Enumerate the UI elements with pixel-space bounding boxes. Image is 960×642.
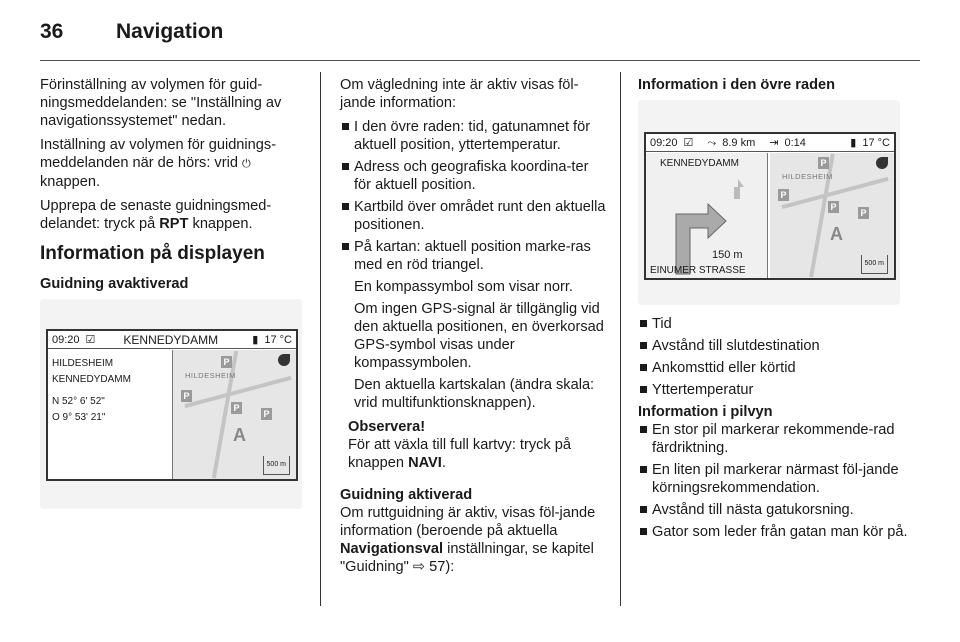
column-3 xyxy=(638,76,908,545)
screen-temp: 17 °C xyxy=(264,333,292,346)
compass-icon xyxy=(876,157,888,169)
subheading-guidance-off: Guidning avaktiverad xyxy=(40,276,189,292)
clock-check-icon: ☑ xyxy=(85,333,96,346)
page-ref-icon[interactable]: ⇨ xyxy=(412,559,426,575)
parking-icon: P xyxy=(778,189,789,201)
map-scale: 500 m xyxy=(263,456,290,475)
screen-arrival: 0:14 xyxy=(784,136,806,149)
screen-time: 09:20 xyxy=(650,136,678,149)
parking-icon: P xyxy=(231,402,242,414)
heading-arrow-view: Information i pilvyn xyxy=(638,404,773,420)
arrow-view xyxy=(646,153,768,280)
parking-icon: P xyxy=(828,201,839,213)
list-subitem: En kompassymbol som visar norr. xyxy=(354,279,573,295)
parking-icon: P xyxy=(261,408,272,420)
screen-latitude: N 52° 6' 52" xyxy=(52,396,105,407)
route-icon: ⤳ xyxy=(707,136,717,149)
screen-time: 09:20 xyxy=(52,333,80,346)
list-item: Avstånd till nästa gatukorsning. xyxy=(638,501,908,519)
screen-longitude: O 9° 53' 21" xyxy=(52,412,106,423)
paragraph-guidance-on: Om ruttguidning är aktiv, visas föl-jande information (beroende på aktuella Navigationsval inställningar, se kapitel "Guidning" ⇨ 57): xyxy=(340,505,596,575)
list-item: Tid xyxy=(638,315,908,333)
screen-street-title: KENNEDYDAMM xyxy=(123,332,219,347)
knob-icon: ⏻ xyxy=(242,158,251,170)
thermometer-icon: ▮ xyxy=(850,136,857,149)
display-screenshot-guidance-off xyxy=(40,299,302,509)
list-item: Yttertemperatur xyxy=(638,381,908,399)
list-subitem: Den aktuella kartskalan (ändra skala: vrid multifunktionsknappen). xyxy=(354,377,595,411)
column-divider-2 xyxy=(620,72,621,606)
note-box xyxy=(340,418,608,472)
page-number: 36 xyxy=(40,20,64,43)
map-city-label: HILDESHEIM xyxy=(185,371,236,380)
map-view xyxy=(172,350,296,479)
list-item: Gator som leder från gatan man kör på. xyxy=(638,523,908,541)
clock-check-icon: ☑ xyxy=(683,136,694,149)
note-text: För att växla till full kartvy: tryck på knappen NAVI. xyxy=(348,437,572,471)
list-item: I den övre raden: tid, gatunamnet för aktuell position, yttertemperatur. xyxy=(340,118,608,154)
column-divider-1 xyxy=(320,72,321,606)
position-marker-icon: A xyxy=(233,425,246,445)
list-item: Ankomsttid eller körtid xyxy=(638,359,908,377)
page-header xyxy=(40,20,223,46)
list-item: En stor pil markerar rekommende-rad färdriktning. xyxy=(638,421,908,457)
parking-icon: P xyxy=(221,356,232,368)
turn-arrow-icon xyxy=(646,169,768,279)
paragraph-repeat: Upprepa de senaste guidningsmed-delandet: tryck på RPT knappen. xyxy=(40,198,272,232)
nav-screen xyxy=(644,132,896,280)
navi-button-label: NAVI xyxy=(408,455,442,471)
parking-icon: P xyxy=(858,207,869,219)
screen-dist-to-turn: 150 m xyxy=(712,249,743,261)
list-subitem: Om ingen GPS-signal är tillgänglig vid den aktuella positionen, en överkorsad GPS-symbol visas under kompassymbolen. xyxy=(354,301,604,371)
screen-address-block xyxy=(52,357,131,424)
screen-street: KENNEDYDAMM xyxy=(660,158,739,169)
list-item: Kartbild över området runt den aktuella positionen. xyxy=(340,198,608,234)
header-divider xyxy=(40,60,920,61)
paragraph-intro-inactive: Om vägledning inte är aktiv visas föl-jande information: xyxy=(340,77,579,111)
column-2 xyxy=(340,76,608,582)
map-scale: 500 m xyxy=(861,255,888,274)
map-view xyxy=(770,153,894,278)
position-marker-icon: A xyxy=(830,224,843,244)
compass-icon xyxy=(278,354,290,366)
small-arrow-icon xyxy=(734,179,744,199)
list-item: På kartan: aktuell position marke-ras med en röd triangel. xyxy=(340,238,608,274)
nav-screen xyxy=(46,329,298,481)
screen-temp: 17 °C xyxy=(862,136,890,149)
screen-next-street: EINUMER STRASSE xyxy=(650,265,746,276)
column-1 xyxy=(40,76,308,509)
paragraph-volume-preset: Förinställning av volymen för guid-ningsmeddelanden: se "Inställning av navigationssystemet" nedan. xyxy=(40,77,282,129)
screen-city: HILDESHEIM xyxy=(52,358,114,369)
note-title: Observera! xyxy=(348,419,426,435)
screen-top-row xyxy=(48,331,296,349)
screen-street: KENNEDYDAMM xyxy=(52,374,131,385)
display-screenshot-guidance-on xyxy=(638,100,900,305)
paragraph-volume-adjust: Inställning av volymen för guidnings-meddelanden när de hörs: vrid ⏻ knappen. xyxy=(40,137,277,190)
parking-icon: P xyxy=(818,157,829,169)
screen-top-row xyxy=(646,134,894,152)
list-item: Adress och geografiska koordina-ter för aktuell position. xyxy=(340,158,608,194)
section-title: Navigation xyxy=(116,20,224,43)
screen-distance: 8.9 km xyxy=(722,136,756,149)
rpt-button-label: RPT xyxy=(159,216,189,232)
heading-display-info: Information på displayen xyxy=(40,243,265,264)
thermometer-icon: ▮ xyxy=(252,333,259,346)
arrival-icon: ⇥ xyxy=(769,136,779,149)
heading-top-row-info: Information i den övre raden xyxy=(638,77,836,93)
subheading-guidance-on: Guidning aktiverad xyxy=(340,487,473,503)
list-item: En liten pil markerar närmast föl-jande körningsrekommendation. xyxy=(638,461,908,497)
parking-icon: P xyxy=(181,390,192,402)
map-city-label: HILDESHEIM xyxy=(782,172,833,181)
list-item: Avstånd till slutdestination xyxy=(638,337,908,355)
